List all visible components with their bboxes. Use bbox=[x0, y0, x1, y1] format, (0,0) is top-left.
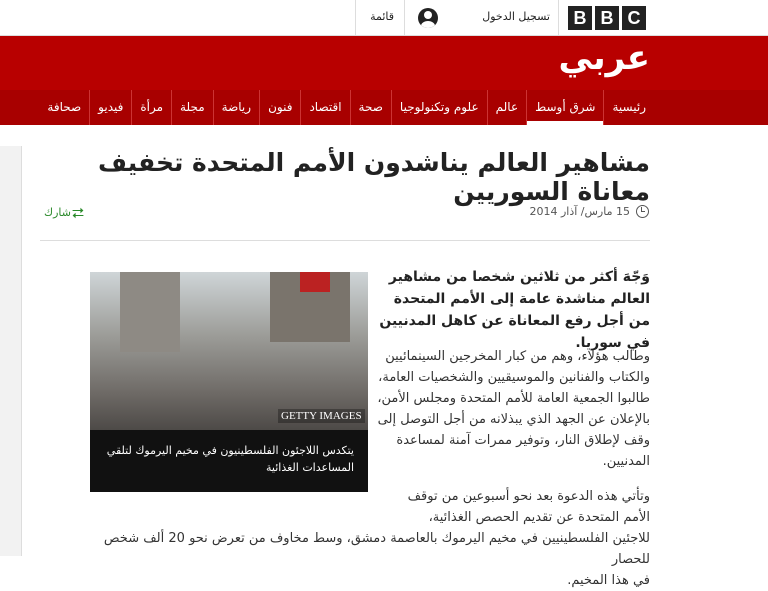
paragraph-line: في هذا المخيم. bbox=[567, 573, 650, 588]
image-flag bbox=[300, 272, 330, 292]
nav-item[interactable]: فنون bbox=[259, 90, 300, 125]
page-title: مشاهير العالم يناشدون الأمم المتحدة تخفيف معاناة السوريين bbox=[97, 148, 650, 206]
main-nav bbox=[0, 90, 768, 125]
nav-item[interactable]: مجلة bbox=[171, 90, 213, 125]
menu-link[interactable]: قائمة bbox=[370, 10, 394, 23]
share-icon[interactable]: ⮂ bbox=[72, 204, 85, 222]
nav-item[interactable]: شرق أوسط bbox=[526, 90, 603, 125]
article-paragraph: وطالب هؤلاء، وهم من كبار المخرجين السينمائيين والكتاب والفنانين والموسيقيين والشخصيات العامة، طالبوا الجمعية العامة للأمم المتحدة ومجلس الأمن، بالإعلان عن الجهد الذي يبذلانه من أجل التوصل إلى وقف لإطلاق النار، وتوفير ممرات آمنة لمساعدة المدنيين. bbox=[377, 349, 650, 469]
article-paragraph bbox=[90, 486, 650, 591]
share-button[interactable]: شارك bbox=[44, 206, 71, 219]
divider bbox=[40, 240, 650, 241]
image-credit: GETTY IMAGES bbox=[278, 409, 365, 423]
signin-link[interactable]: تسجيل الدخول bbox=[482, 10, 550, 23]
article-image bbox=[90, 272, 368, 492]
nav-item[interactable]: صحة bbox=[350, 90, 391, 125]
image-building bbox=[120, 272, 180, 352]
paragraph-line: للاجئين الفلسطينيين في مخيم اليرموك بالعاصمة دمشق، وسط مخاوف من تعرض نحو 20 ألف شخص للحصار bbox=[103, 531, 650, 567]
logo-letter: C bbox=[622, 6, 646, 30]
logo-letter: B bbox=[568, 6, 592, 30]
article-intro: وَجّهَ أكثر من ثلاثين شخصا من مشاهير العالم مناشدة عامة إلى الأمم المتحدة من أجل رفع المعاناة عن كاهل المدنيين في سوريا. bbox=[379, 269, 650, 351]
divider bbox=[404, 0, 405, 36]
clock-icon bbox=[636, 205, 649, 218]
nav-item[interactable]: فيديو bbox=[89, 90, 131, 125]
top-bar bbox=[0, 0, 768, 36]
user-icon[interactable] bbox=[418, 8, 438, 28]
bbc-logo[interactable] bbox=[568, 6, 646, 30]
nav-item[interactable]: رئيسية bbox=[603, 90, 654, 125]
site-banner bbox=[0, 36, 768, 90]
divider bbox=[558, 0, 559, 36]
nav-item[interactable]: عالم bbox=[487, 90, 526, 125]
side-panel bbox=[0, 146, 22, 556]
nav-item[interactable]: اقتصاد bbox=[300, 90, 349, 125]
article-date: 15 مارس/ آذار 2014 bbox=[529, 205, 630, 218]
site-title[interactable]: عربي bbox=[558, 38, 650, 78]
nav-item[interactable]: مرأة bbox=[131, 90, 171, 125]
nav-item[interactable]: صحافة bbox=[47, 100, 82, 114]
divider bbox=[355, 0, 356, 36]
nav-item[interactable]: علوم وتكنولوجيا bbox=[391, 90, 487, 125]
nav-item[interactable]: رياضة bbox=[213, 90, 259, 125]
paragraph-line: الأمم المتحدة عن تقديم الحصص الغذائية، bbox=[428, 510, 650, 525]
image-caption: يتكدس اللاجئون الفلسطينيون في مخيم اليرموك لتلقي المساعدات الغذائية bbox=[90, 430, 368, 492]
paragraph-line: وتأتي هذه الدعوة بعد نحو أسبوعين من توقف bbox=[407, 489, 650, 504]
logo-letter: B bbox=[595, 6, 619, 30]
